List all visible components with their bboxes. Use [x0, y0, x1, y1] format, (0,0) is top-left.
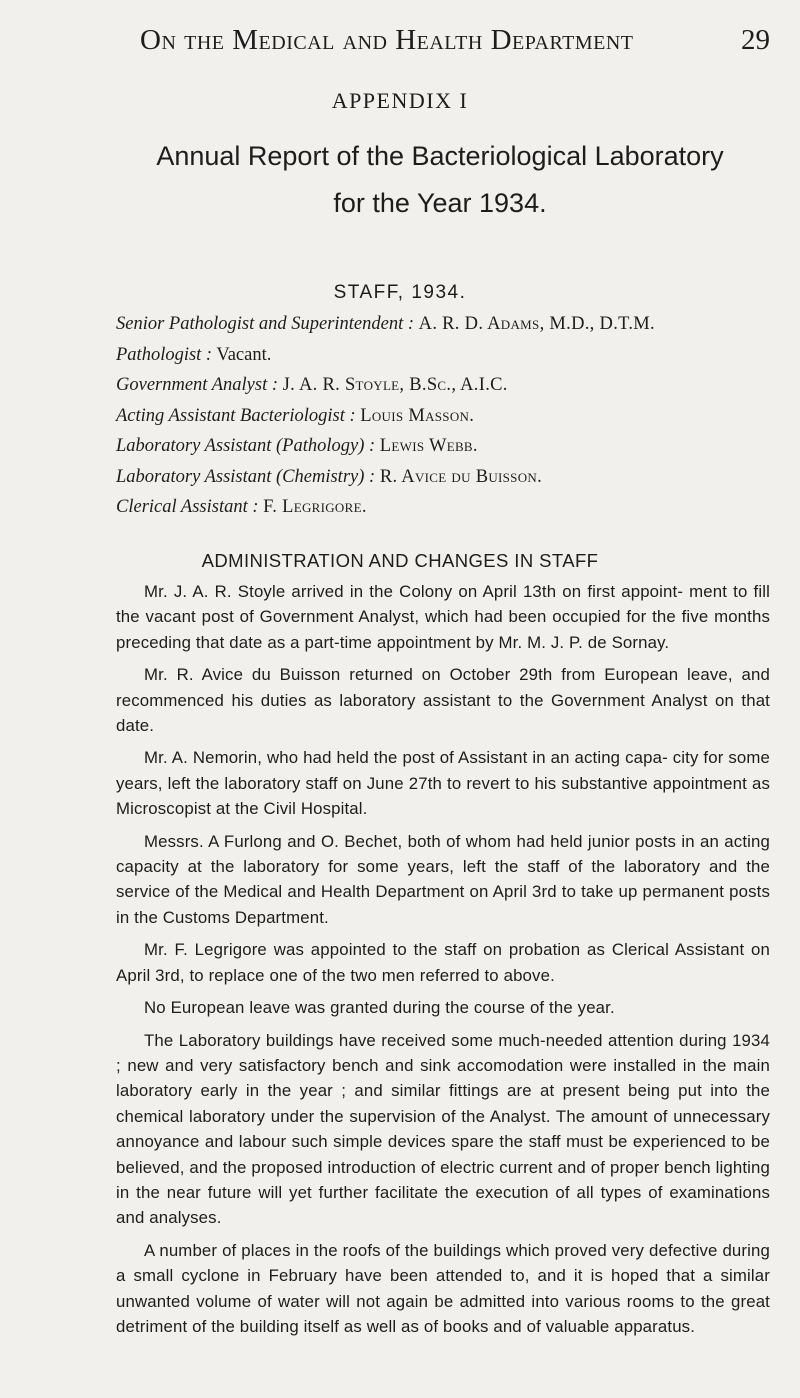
paragraph: No European leave was granted during the course of the year.: [144, 998, 615, 1018]
staff-row: [116, 462, 796, 493]
running-title: On the Medical and Health Department: [140, 24, 634, 56]
staff-name: Lewis Webb.: [379, 436, 478, 456]
body-text: [116, 579, 770, 1346]
paragraph: Mr. J. A. R. Stoyle arrived in the Colony on April 13th on first appoint- ment to fill the vacant post of Government Analyst, which had been occupied for the five months preceding that date as a part-time appointment by Mr. M. J. P. de Sornay.: [116, 582, 770, 652]
staff-role: Senior Pathologist and Superintendent :: [116, 314, 415, 334]
staff-role: Laboratory Assistant (Chemistry) :: [116, 466, 376, 487]
staff-name: F. Legrigore.: [263, 497, 367, 517]
staff-role: Laboratory Assistant (Pathology) :: [116, 436, 376, 456]
staff-heading: STAFF, 1934.: [333, 282, 467, 303]
staff-name: R. Avice du Buisson.: [379, 466, 543, 487]
paragraph: The Laboratory buildings have received some much-needed attention during 1934 ; new and very satisfactory bench and sink accomodation were installed in the main laboratory early in the year ; and similar fittings are at present being put into the chemical laboratory under the supervision of the Analyst. The amount of unnecessary annoyance and labour such simple devices spare the staff must be experienced to be believed, and the proposed introduction of electric current and of proper bench lighting in the near future will yet further facilitate the execution of all types of examinations and analyses.: [116, 1030, 770, 1228]
paragraph: A number of places in the roofs of the buildings which proved very defective during a small cyclone in February have been attended to, and it is hoped that a similar unwanted volume of water will not again be admitted into various rooms to the great detriment of the building itself as well as of books and of valuable apparatus.: [116, 1240, 770, 1336]
staff-row: [116, 370, 796, 401]
staff-list: [116, 309, 796, 523]
staff-name: Louis Masson.: [360, 405, 475, 426]
paragraph: Mr. A. Nemorin, who had held the post of Assistant in an acting capa- city for some years, left the laboratory staff on June 27th to revert to his substantive appointment as Microscopist at the Civil Hospital.: [116, 748, 770, 819]
staff-role: Clerical Assistant :: [116, 497, 259, 517]
report-title: [110, 133, 770, 227]
paragraph: Mr. F. Legrigore was appointed to the staff on probation as Clerical Assistant on April 3rd, to replace one of the two men referred to above.: [116, 940, 770, 985]
staff-row: [116, 492, 796, 523]
staff-row: [116, 401, 796, 432]
paragraph: Mr. R. Avice du Buisson returned on October 29th from European leave, and recommenced his duties as laboratory assistant to the Government Analyst on that date.: [116, 665, 770, 736]
staff-name: A. R. D. Adams, M.D., D.T.M.: [418, 314, 655, 334]
staff-role: Government Analyst :: [116, 375, 279, 395]
staff-row: [116, 309, 796, 340]
report-title-line-1: Annual Report of the Bacteriological Laboratory: [156, 141, 724, 171]
running-header: [100, 24, 800, 64]
staff-role: Pathologist :: [116, 344, 213, 365]
page-number: 29: [741, 24, 770, 56]
paragraph: Messrs. A Furlong and O. Bechet, both of whom had held junior posts in an acting capacity at the laboratory for some years, left the staff of the laboratory and the service of the Medical and Health Department on April 3rd to take up permanent posts in the Customs Department.: [116, 831, 770, 927]
staff-row: [116, 431, 796, 462]
staff-row: [116, 340, 796, 371]
staff-role: Acting Assistant Bacteriologist :: [116, 405, 356, 426]
appendix-label: APPENDIX I: [331, 88, 469, 113]
administration-heading: ADMINISTRATION AND CHANGES IN STAFF: [201, 550, 599, 571]
staff-name: J. A. R. Stoyle, B.Sc., A.I.C.: [282, 375, 508, 395]
report-title-line-2: for the Year 1934.: [333, 188, 547, 218]
staff-name: Vacant.: [216, 344, 272, 365]
